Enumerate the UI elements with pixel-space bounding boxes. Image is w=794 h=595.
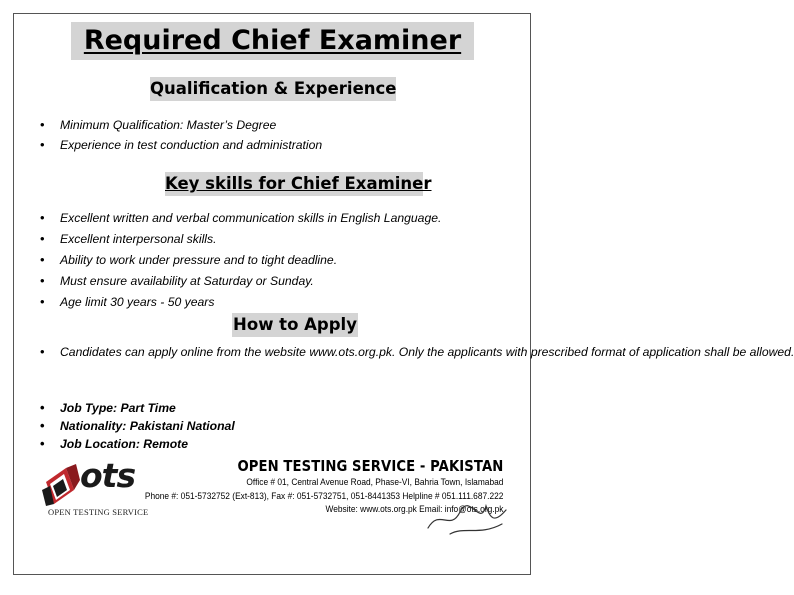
page-title: Required Chief Examiner [83, 25, 462, 56]
list-item: • Excellent written and verbal communication skills in English Language. [40, 209, 441, 230]
title-banner [71, 22, 474, 60]
organization-web: Website: www.ots.org.pk Email: info@ots.org.pk [325, 504, 503, 515]
logo-subtitle: OPEN TESTING SERVICE [48, 507, 149, 517]
skills-heading: Key skills for Chief Examiner [165, 172, 423, 196]
list-item: • Ability to work under pressure and to tight deadline. [40, 251, 441, 272]
list-item: • Job Location: Remote [40, 436, 235, 454]
list-item: • Excellent interpersonal skills. [40, 230, 441, 251]
list-item: • Nationality: Pakistani National [40, 418, 235, 436]
organization-name: OPEN TESTING SERVICE - PAKISTAN [237, 457, 503, 475]
job-details-list [40, 400, 235, 454]
organization-address: Office # 01, Central Avenue Road, Phase-VI, Bahria Town, Islamabad [245, 477, 503, 488]
apply-list [40, 342, 794, 362]
qualification-list [40, 116, 322, 156]
list-item: • Experience in test conduction and administration [40, 136, 322, 156]
list-item: • Minimum Qualification: Master’s Degree [40, 116, 322, 136]
list-item: • Candidates can apply online from the website www.ots.org.pk. Only the applicants with prescribed format of application shall be allowed. [40, 342, 520, 362]
skills-list [40, 209, 441, 314]
list-item: • Age limit 30 years - 50 years [40, 293, 441, 314]
qualification-heading: Qualification & Experience [150, 77, 396, 101]
apply-heading: How to Apply [232, 313, 358, 337]
list-item: • Must ensure availability at Saturday or Sunday. [40, 272, 441, 293]
logo-wordmark: ots [80, 456, 136, 495]
organization-phones: Phone #: 051-5732752 (Ext-813), Fax #: 051-5732751, 051-8441353 Helpline # 051.111.687.222 [144, 490, 503, 502]
ots-emblem-icon [40, 460, 82, 510]
list-item: • Job Type: Part Time [40, 400, 235, 418]
signature-scribble [420, 498, 520, 538]
